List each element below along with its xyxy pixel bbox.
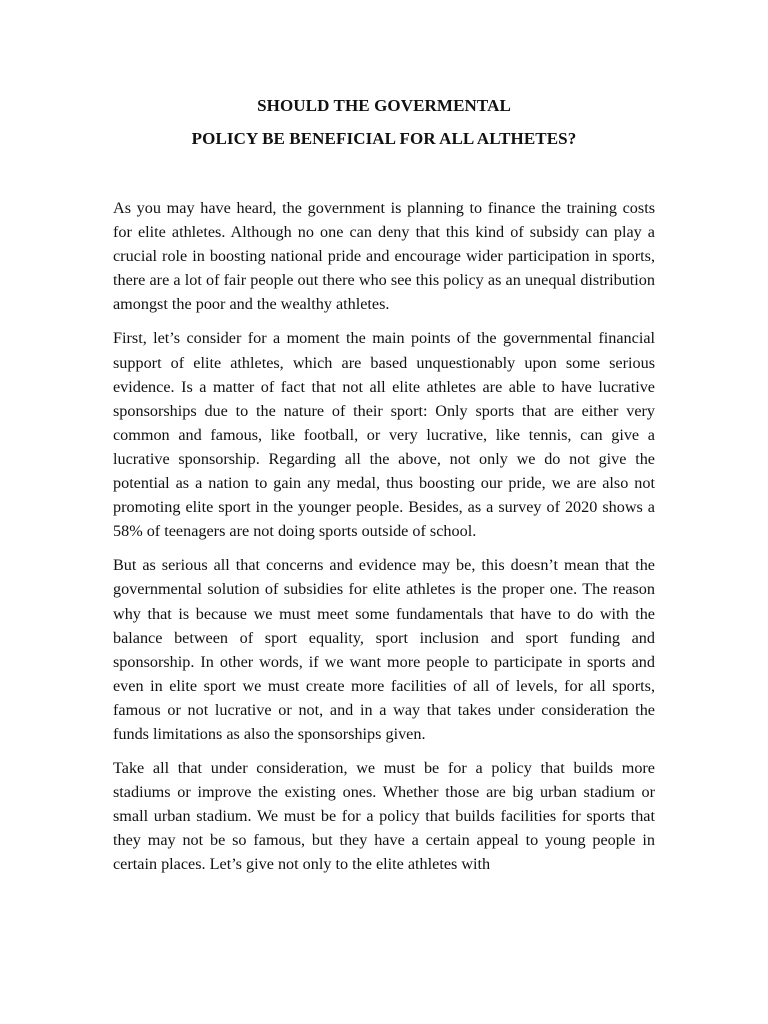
paragraph-3: But as serious all that concerns and evidence may be, this doesn’t mean that the governmental solution of subsidies for elite athletes is the proper one. The reason why that is because we must meet some fundamentals that have to do with the balance between of sport equality, sport inclusion and sport funding and sponsorship. In other words, if we want more people to participate in sports and even in elite sport we must create more facilities of all of levels, for all sports, famous or not lucrative or not, and in a way that takes under consideration the funds limitations as also the sponsorships given.	[113, 556, 655, 743]
document-title-line-1: SHOULD THE GOVERMENTAL	[257, 96, 511, 115]
paragraph-4: Take all that under consideration, we must be for a policy that builds more stadiums or improve the existing ones. Whether those are big urban stadium or small urban stadium. We must be for a policy that builds facilities for sports that they may not be so famous, but they have a certain appeal to young people in certain places. Let’s give not only to the elite athletes with	[113, 759, 655, 874]
document-title-line-2: POLICY BE BENEFICIAL FOR ALL ALTHETES?	[191, 129, 577, 148]
document-body	[113, 196, 655, 887]
paragraph-2: First, let’s consider for a moment the main points of the governmental financial support of elite athletes, which are based unquestionably upon some serious evidence. Is a matter of fact that not all elite athletes are able to have lucrative sponsorships due to the nature of their sport: Only sports that are either very common and famous, like football, or very lucrative, like tennis, can give a lucrative sponsorship. Regarding all the above, not only we do not give the potential as a nation to gain any medal, thus boosting our pride, we are also not promoting elite sport in the younger people. Besides, as a survey of 2020 shows a 58% of teenagers are not doing sports outside of school.	[113, 329, 655, 541]
paragraph-1: As you may have heard, the government is planning to finance the training costs for elite athletes. Although no one can deny that this kind of subsidy can play a crucial role in boosting national pride and encourage wider participation in sports, there are a lot of fair people out there who see this policy as an unequal distribution amongst the poor and the wealthy athletes.	[113, 199, 655, 314]
